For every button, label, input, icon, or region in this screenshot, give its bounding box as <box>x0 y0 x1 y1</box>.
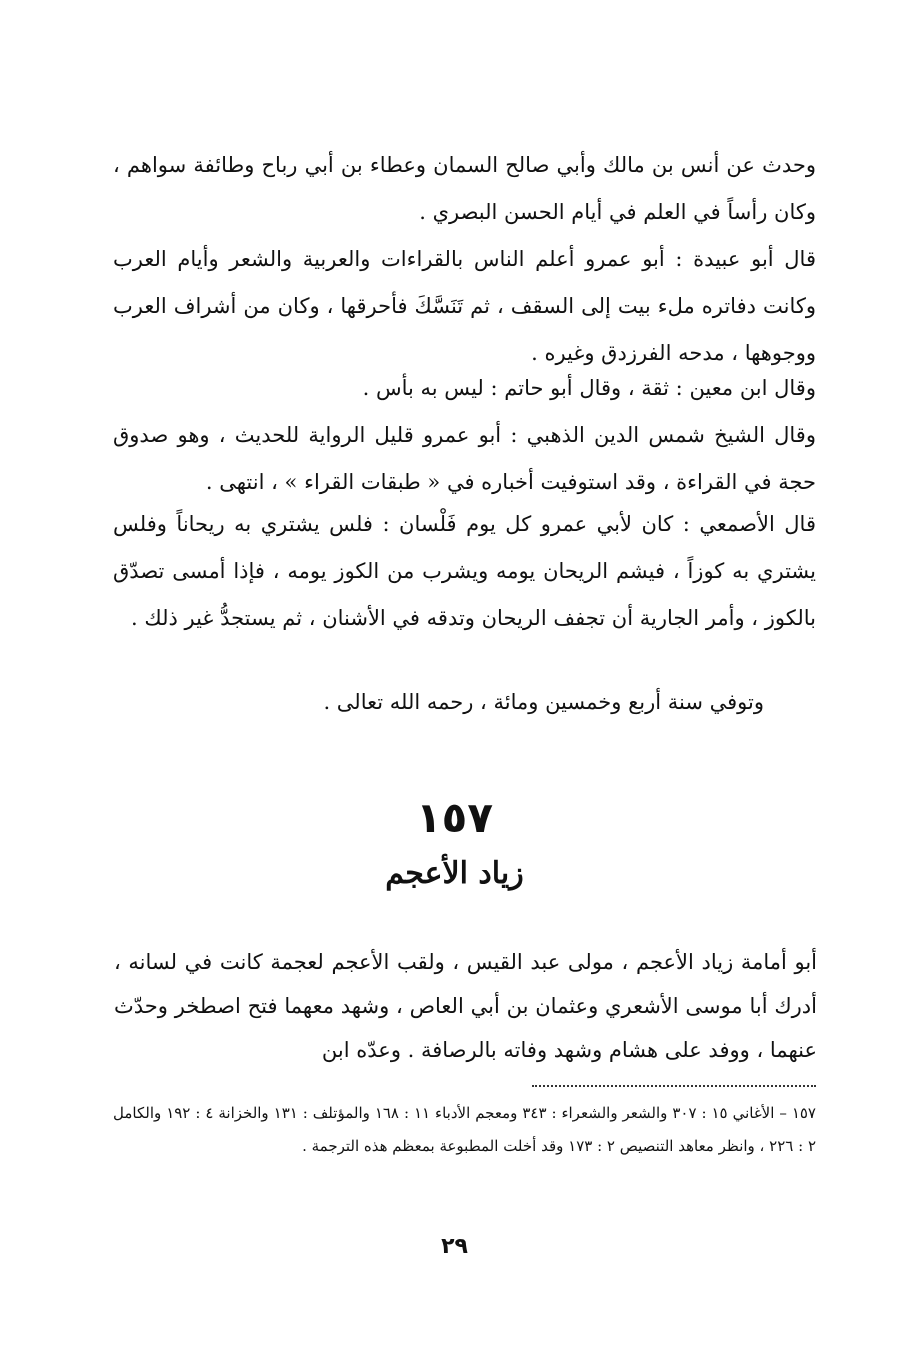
page-number: ٢٩ <box>441 1234 468 1259</box>
body-paragraph: وتوفي سنة أربع وخمسين ومائة ، رحمه الله تعالى . <box>323 690 764 714</box>
body-paragraph: وحدث عن أنس بن مالك وأبي صالح السمان وعطاء بن أبي رباح وطائفة سواهم ، وكان رأساً في العلم في أيام الحسن البصري . <box>113 153 816 224</box>
biography-number: ١٥٧ <box>416 793 493 842</box>
body-paragraph: وقال الشيخ شمس الدين الذهبي : أبو عمرو قليل الرواية للحديث ، وهو صدوق حجة في القراءة ، وقد استوفيت أخباره في « طبقات القراء » ، انتهى . <box>113 423 816 494</box>
body-paragraph: وقال ابن معين : ثقة ، وقال أبو حاتم : ليس به بأس . <box>362 376 816 400</box>
footnote-divider <box>532 1085 816 1087</box>
body-paragraph: قال أبو عبيدة : أبو عمرو أعلم الناس بالقراءات والعربية والشعر وأيام العرب وكانت دفاتره ملء بيت إلى السقف ، ثم تَنَسَّكَ فأحرقها ، وكان من أشراف العرب ووجوهها ، مدحه الفرزدق وغيره . <box>113 247 816 365</box>
biography-title: زياد الأعجم <box>385 856 524 891</box>
body-paragraph: قال الأصمعي : كان لأبي عمرو كل يوم فَلْسان : فلس يشتري به ريحاناً وفلس يشتري به كوزاً ، فيشم الريحان يومه ويشرب من الكوز يومه ، فإذا أمسى تصدّق بالكوز ، وأمر الجارية أن تجفف الريحان وتدقه في الأشنان ، ثم يستجدُّ غير ذلك . <box>113 512 816 630</box>
footnote: ١٥٧ – الأغاني ١٥ : ٣٠٧ والشعر والشعراء : ٣٤٣ ومعجم الأدباء ١١ : ١٦٨ والمؤتلف : ١٣١ والخزانة ٤ : ١٩٢ والكامل ٢ : ٢٢٦ ، وانظر معاهد التنصيص ٢ : ١٧٣ وقد أخلت المطبوعة بمعظم هذه الترجمة . <box>113 1104 816 1155</box>
body-paragraph: أبو أمامة زياد الأعجم ، مولى عبد القيس ، ولقب الأعجم لعجمة كانت في لسانه ، أدرك أبا موسى الأشعري وعثمان بن أبي العاص ، وشهد معهما فتح اصطخر وحدّث عنهما ، ووفد على هشام وشهد وفاته بالرصافة . وعدّه ابن <box>114 950 817 1062</box>
